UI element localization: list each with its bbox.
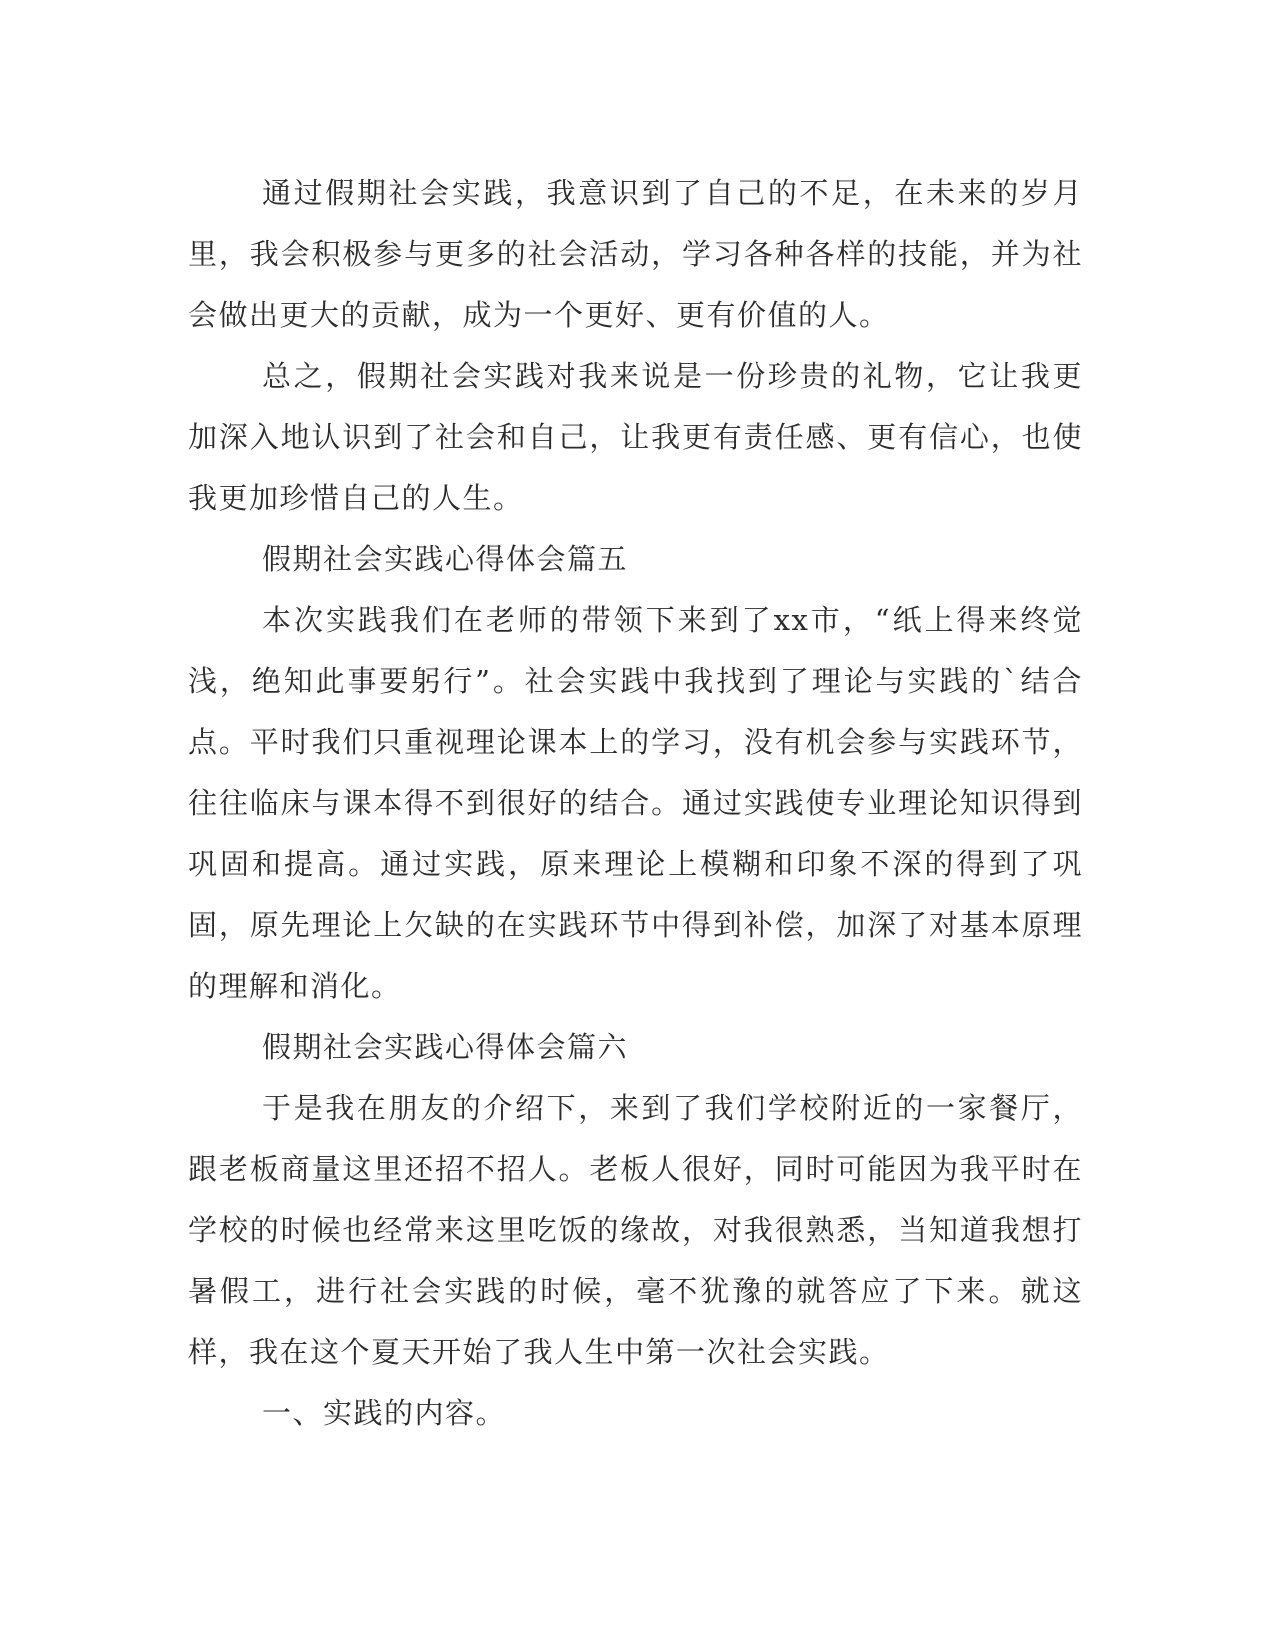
document-body	[188, 163, 1083, 1444]
paragraph-conclusion-shortcomings: 通过假期社会实践，我意识到了自己的不足，在未来的岁月里，我会积极参与更多的社会活动，学习各种各样的技能，并为社会做出更大的贡献，成为一个更好、更有价值的人。	[188, 176, 1083, 332]
subheading-practice-content: 一、实践的内容。	[262, 1396, 507, 1430]
paragraph-summary: 总之，假期社会实践对我来说是一份珍贵的礼物，它让我更加深入地认识到了社会和自己，让我更有责任感、更有信心，也使我更加珍惜自己的人生。	[188, 359, 1083, 515]
paragraph-part-five-body: 本次实践我们在老师的带领下来到了xx市，“纸上得来终觉浅，绝知此事要躬行”。社会实践中我找到了理论与实践的`结合点。平时我们只重视理论课本上的学习，没有机会参与实践环节，往往临床与课本得不到很好的结合。通过实践使专业理论知识得到巩固和提高。通过实践，原来理论上模糊和印象不深的得到了巩固，原先理论上欠缺的在实践环节中得到补偿，加深了对基本原理的理解和消化。	[188, 603, 1083, 1003]
section-heading-part-five: 假期社会实践心得体会篇五	[262, 542, 629, 576]
section-heading-part-six: 假期社会实践心得体会篇六	[262, 1030, 629, 1064]
paragraph-part-six-body: 于是我在朋友的介绍下，来到了我们学校附近的一家餐厅，跟老板商量这里还招不招人。老板人很好，同时可能因为我平时在学校的时候也经常来这里吃饭的缘故，对我很熟悉，当知道我想打暑假工，进行社会实践的时候，毫不犹豫的就答应了下来。就这样，我在这个夏天开始了我人生中第一次社会实践。	[188, 1091, 1083, 1369]
